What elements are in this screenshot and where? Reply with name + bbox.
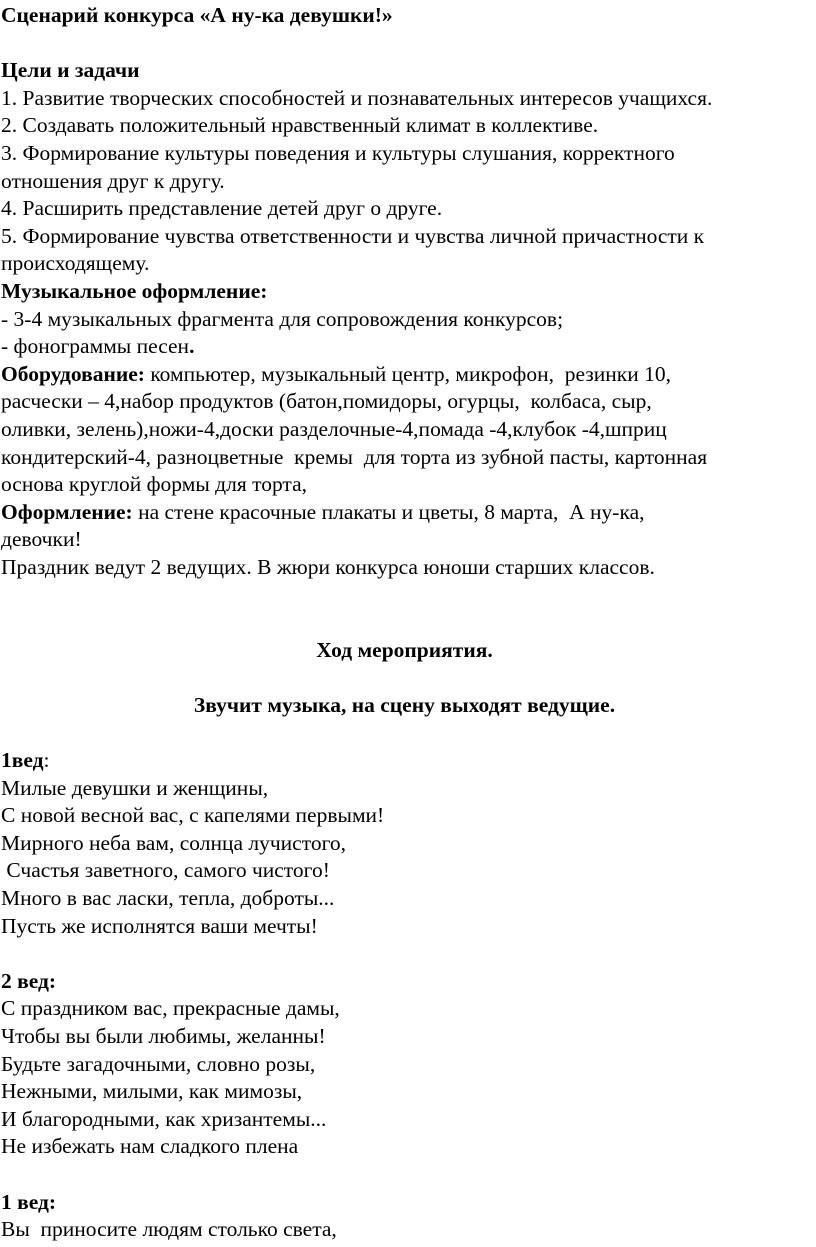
- poem-line: Милые девушки и женщины,: [1, 775, 269, 800]
- goal-line: отношения друг к другу.: [1, 168, 225, 193]
- poem-line: С новой весной вас, с капелями первыми!: [1, 803, 385, 828]
- goal-line: 4. Расширить представление детей друг о друге.: [1, 196, 443, 221]
- music-heading: Музыкальное оформление:: [1, 278, 268, 303]
- music-item-with-mark: [1, 333, 808, 361]
- poem-line: Чтобы вы были любимы, желанны!: [1, 1023, 326, 1048]
- spacer: [1, 940, 808, 968]
- goal-line: 2. Создавать положительный нравственный климат в коллективе.: [1, 113, 599, 138]
- poem-line: Вы приносите людям столько света,: [1, 1217, 337, 1242]
- speaker-label: [1, 747, 808, 775]
- poem-line: И благородными, как хризантемы...: [1, 1106, 327, 1131]
- music-end-mark: .: [189, 334, 195, 359]
- goals-heading: Цели и задачи: [1, 58, 140, 83]
- poem-line: Не избежать нам сладкого плена: [1, 1134, 299, 1159]
- goal-line: происходящему.: [1, 251, 150, 276]
- spacer: [1, 664, 808, 692]
- equipment-first-line: [1, 361, 808, 389]
- equipment-line: оливки, зелень),ножи-4,доски разделочные-4,помада -4,клубок -4,шприц: [1, 416, 667, 441]
- poem-line: Нежными, милыми, как мимозы,: [1, 1079, 303, 1104]
- equipment-line: расчески – 4,набор продуктов (батон,помидоры, огурцы, колбаса, сыр,: [1, 389, 652, 414]
- spacer: [1, 719, 808, 747]
- speaker-suffix: :: [43, 748, 50, 773]
- music-item: - 3-4 музыкальных фрагмента для сопровождения конкурсов;: [1, 306, 564, 331]
- decoration-heading: Оформление:: [1, 499, 133, 524]
- hosts-note: Праздник ведут 2 ведущих. В жюри конкурса юноши старших классов.: [1, 554, 655, 579]
- speaker-name: 2 вед:: [1, 968, 57, 993]
- poem-line: Мирного неба вам, солнца лучистого,: [1, 830, 346, 855]
- equipment-line: основа круглой формы для торта,: [1, 472, 307, 497]
- spacer: [1, 609, 808, 637]
- decoration-line: девочки!: [1, 527, 82, 552]
- poem-line: Пусть же исполнятся ваши мечты!: [1, 913, 318, 938]
- music-item-text: - фонограммы песен: [1, 334, 190, 359]
- poem-line: Счастья заветного, самого чистого!: [1, 858, 330, 883]
- spacer: [1, 30, 808, 58]
- music-intro: Звучит музыка, на сцену выходят ведущие.: [193, 692, 616, 717]
- spacer: [1, 1161, 808, 1189]
- document-title: Сценарий конкурса «А ну-ка девушки!»: [1, 3, 393, 27]
- poem-line: Будьте загадочными, словно розы,: [1, 1051, 316, 1076]
- poem-line: Много в вас ласки, тепла, доброты...: [1, 886, 335, 910]
- goal-line: 1. Развитие творческих способностей и познавательных интересов учащихся.: [1, 85, 713, 110]
- equipment-text: компьютер, музыкальный центр, микрофон, резинки 10,: [144, 361, 672, 386]
- speaker-name: 1вед: [1, 748, 44, 773]
- speaker-name: 1 вед:: [1, 1189, 57, 1214]
- goal-line: 3. Формирование культуры поведения и культуры слушания, корректного: [1, 140, 675, 165]
- equipment-line: кондитерский-4, разноцветные кремы для торта из зубной пасты, картонная: [1, 444, 708, 469]
- progress-heading: Ход мероприятия.: [316, 637, 493, 662]
- spacer: [1, 581, 808, 609]
- decoration-text: на стене красочные плакаты и цветы, 8 марта, А ну-ка,: [132, 499, 645, 524]
- decoration-first-line: [1, 499, 808, 527]
- equipment-heading: Оборудование:: [1, 361, 145, 386]
- poem-line: С праздником вас, прекрасные дамы,: [1, 996, 340, 1021]
- goal-line: 5. Формирование чувства ответственности и чувства личной причастности к: [1, 223, 705, 248]
